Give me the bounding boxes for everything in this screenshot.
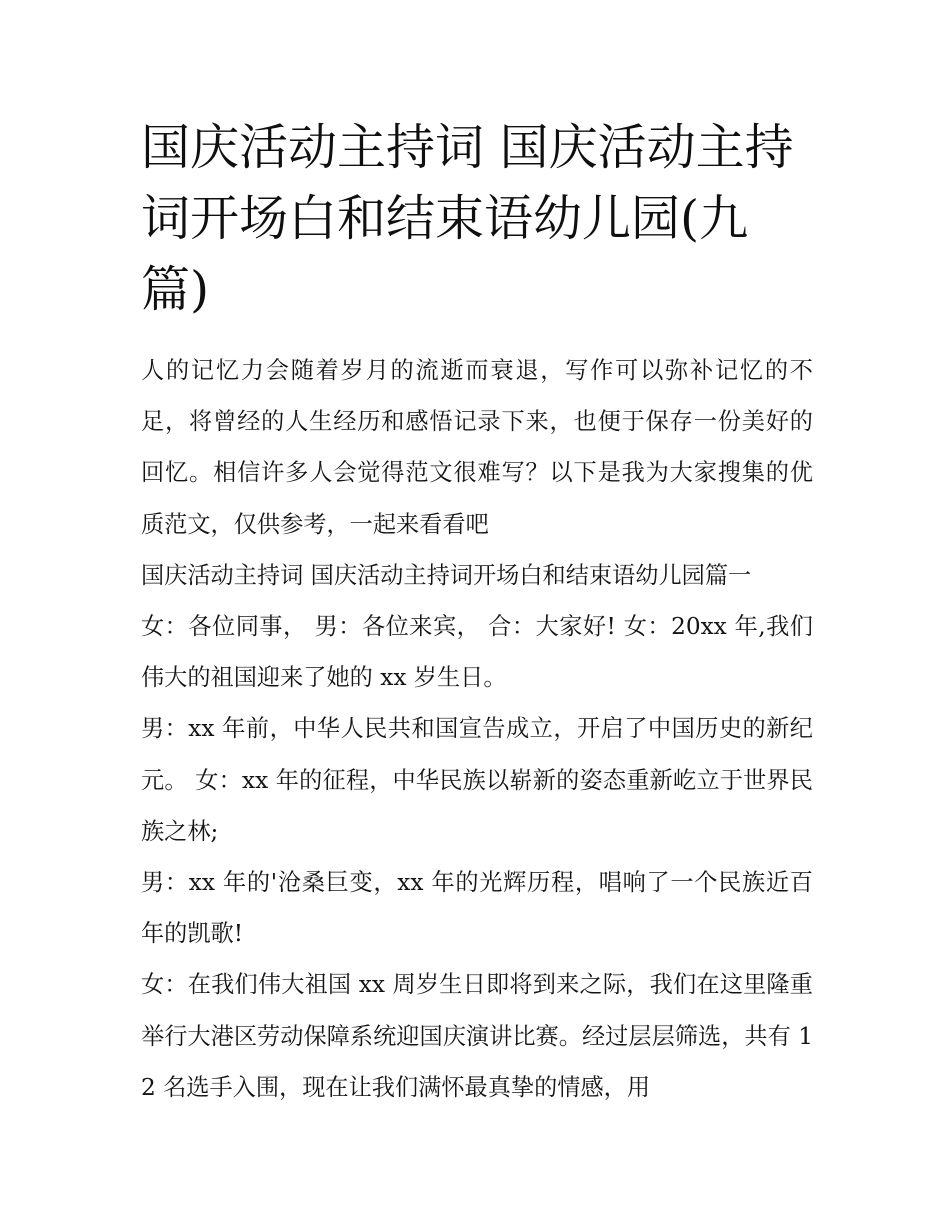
- paragraph-dialogue-2: 男：xx 年前，中华人民共和国宣告成立，开启了中国历史的新纪元。 女：xx 年的征程，中华民族以崭新的姿态重新屹立于世界民族之林;: [141, 715, 813, 845]
- document-content: [141, 112, 813, 1113]
- paragraph-dialogue-4: 女：在我们伟大祖国 xx 周岁生日即将到来之际，我们在这里隆重举行大港区劳动保障系统迎国庆演讲比赛。经过层层筛选，共有 12 名选手入围，现在让我们满怀最真挚的情感，用: [141, 971, 813, 1101]
- document-title: 国庆活动主持词 国庆活动主持词开场白和结束语幼儿园(九篇): [141, 119, 794, 318]
- paragraph-dialogue-1: 女：各位同事， 男：各位来宾， 合：大家好! 女：20xx 年,我们伟大的祖国迎来了她的 xx 岁生日。: [141, 613, 813, 692]
- paragraph-section-heading: 国庆活动主持词 国庆活动主持词开场白和结束语幼儿园篇一: [141, 561, 752, 589]
- paragraph-dialogue-3: 男：xx 年的'沧桑巨变，xx 年的光辉历程，唱响了一个民族近百年的凯歌!: [141, 869, 813, 948]
- paragraph-intro: 人的记忆力会随着岁月的流逝而衰退，写作可以弥补记忆的不足，将曾经的人生经历和感悟记录下来，也便于保存一份美好的回忆。相信许多人会觉得范文很难写？以下是我为大家搜集的优质范文，仅供参考，一起来看看吧: [141, 357, 813, 538]
- document-body: [141, 345, 813, 1113]
